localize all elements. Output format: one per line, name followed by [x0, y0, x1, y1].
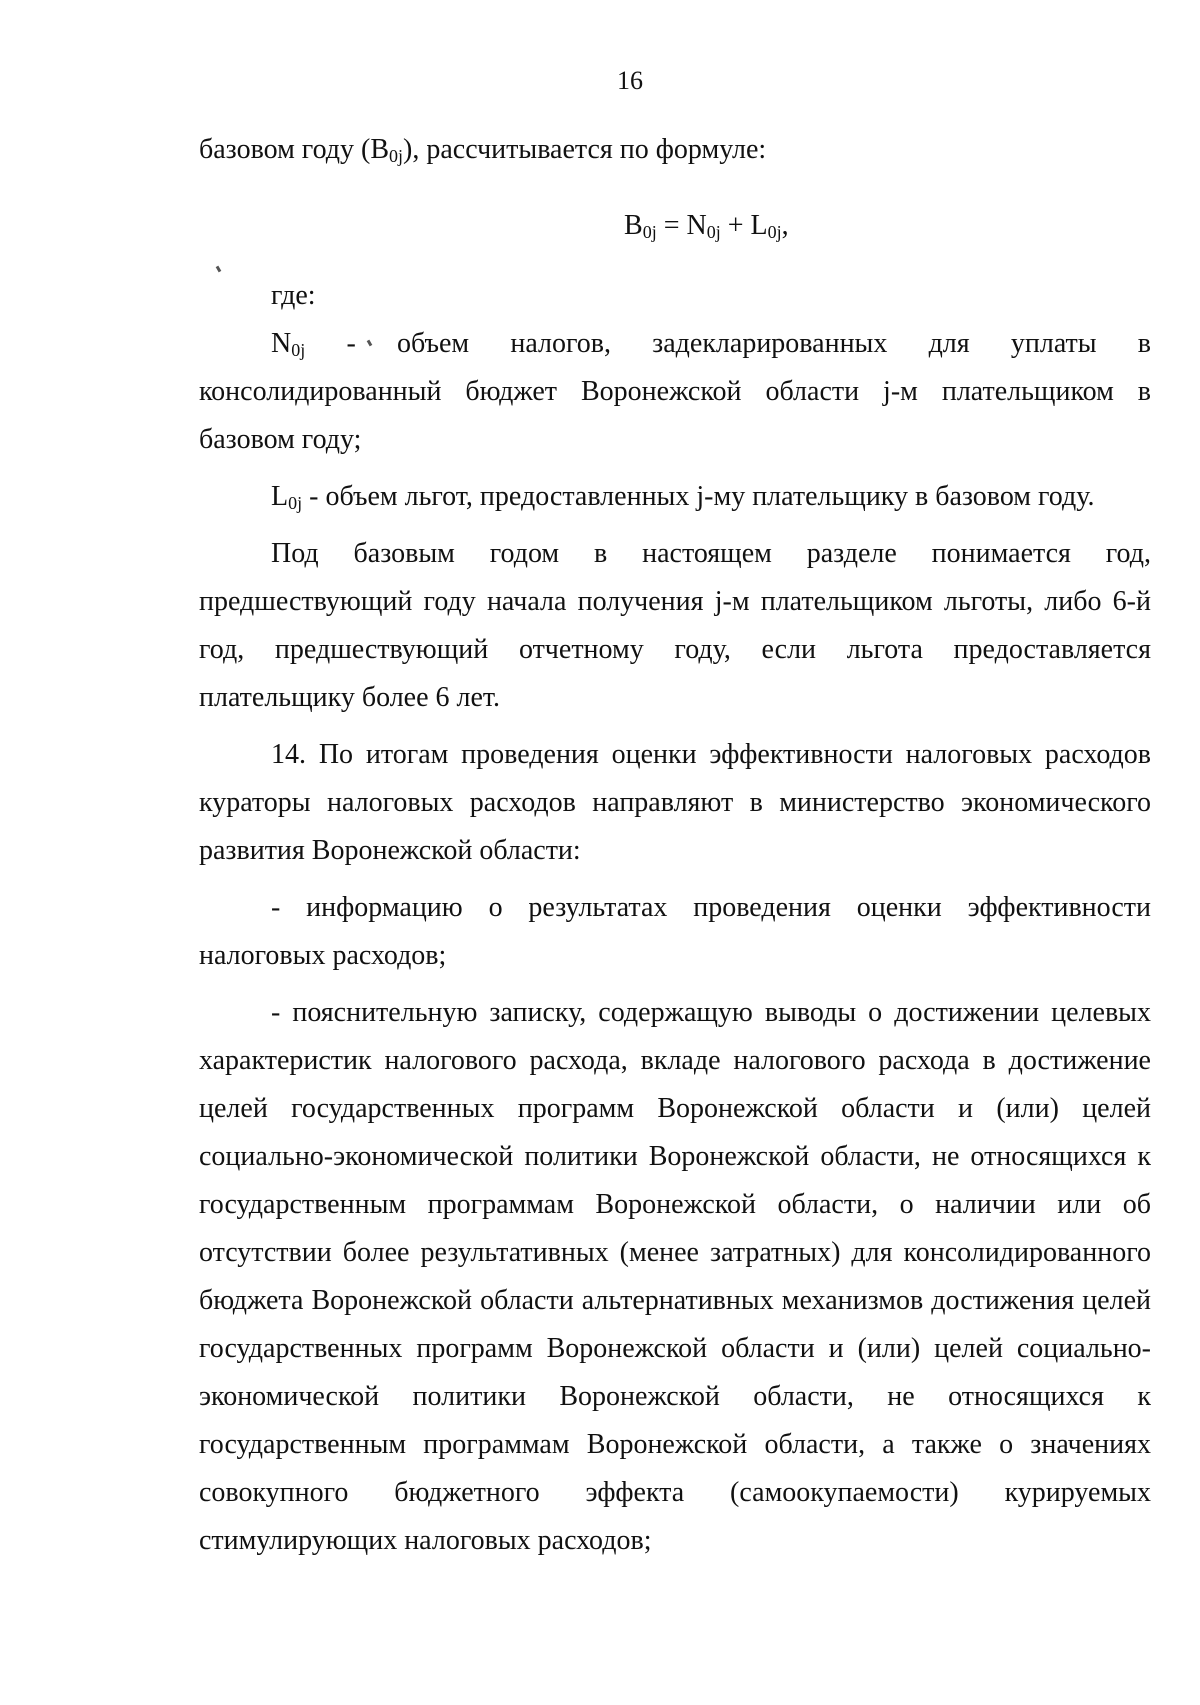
n-definition-first-line: $N_{0j}$ - объем налогов, задекларированных для уплаты в [271, 328, 1151, 360]
formula: $B_{0j} = N_{0j} + L_{0j}$, [624, 210, 789, 242]
bullet-information: - информацию о результатах проведения оценки эффективности налоговых расходов; [199, 892, 1151, 971]
n-definition [199, 320, 1151, 464]
document-body [199, 126, 1151, 1565]
l-definition: $L_{0j}$ - объем льгот, предоставленных j-му плательщику в базовом году. [271, 481, 1095, 513]
base-year-paragraph: Под базовым годом в настоящем разделе понимается год, предшествующий году начала получения j-м плательщиком льготы, либо 6-й год, предшествующий отчетному году, если льгота предоставляется плательщику более 6 лет. [199, 538, 1151, 713]
item-14-paragraph: 14. По итогам проведения оценки эффективности налоговых расходов кураторы налоговых расходов направляют в министерство экономического развития Воронежской области: [199, 739, 1151, 866]
page-number: 16 [617, 66, 643, 95]
bullet-explanatory-note: - пояснительную записку, содержащую выводы о достижении целевых характеристик налогового расхода, вкладе налогового расхода в достижение целей государственных программ Воронежской области и (или) целей социально-экономической политики Воронежской области, не относящихся к государственным программам Воронежской области, о наличии или об отсутствии более результативных (менее затратных) для консолидированного бюджета Воронежской области альтернативных механизмов достижения целей государственных программ Воронежской области и (или) целей социально-экономической политики Воронежской области, не относящихся к государственным программам Воронежской области, а также о значениях совокупного бюджетного эффекта (самоокупаемости) курируемых стимулирующих налоговых расходов; [199, 997, 1151, 1556]
intro-line: базовом году $(B_{0j})$, рассчитывается по формуле: [199, 134, 767, 166]
where-label: где: [271, 280, 316, 311]
n-definition-line-3: базовом году; [199, 424, 362, 455]
n-definition-line-2: консолидированный бюджет Воронежской области j-м плательщиком в [199, 376, 1151, 407]
